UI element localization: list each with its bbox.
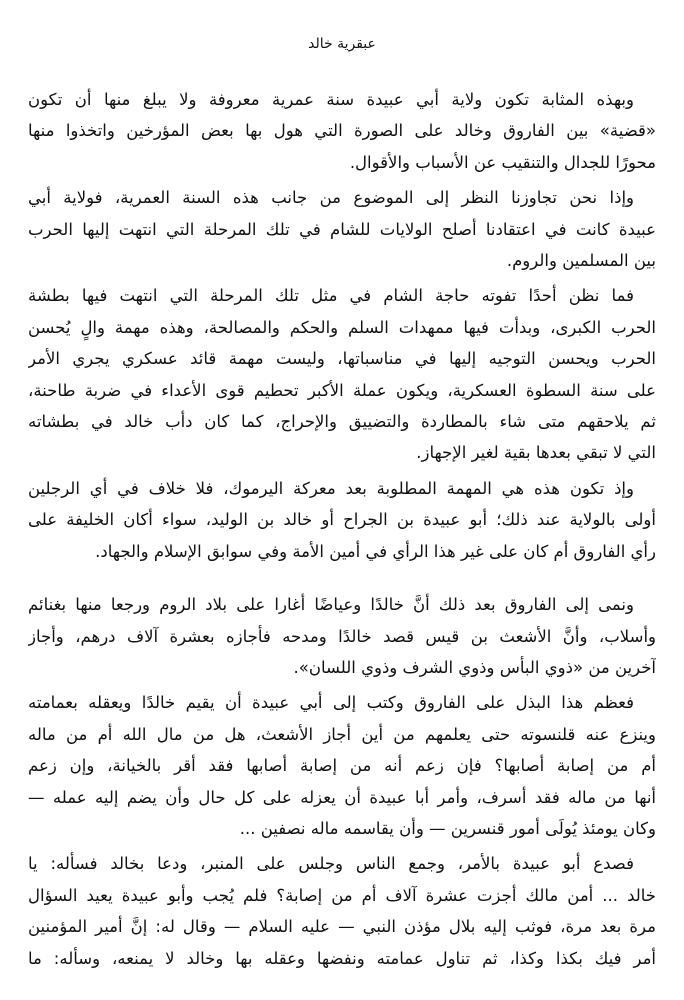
text-line: «قضية» بين الفاروق وخالد على الصورة التي هول بها بعض المؤرخين واتخذوا منها <box>28 121 656 141</box>
text-line: على سنة السطوة العسكرية، ويكون عملة الأكبر تحطيم قوى الأعداء في ضربة طاحنة، <box>28 380 656 400</box>
text-line: ثم يلاحقهم متى شاء بالمطاردة والتضييق والإحراج، كما كان دأب خالد في بطشاته <box>28 412 656 432</box>
text-line: رأي الفاروق أم كان على غير هذا الرأي في أمين الأمة وفي سوابق الإسلام والجهاد. <box>95 541 656 561</box>
text-line: وينزع عنه قلنسوته حتى يعلمهم من أين أجاز الأشعث، هل من مال الله أم من ماله <box>28 724 656 744</box>
paragraph <box>28 687 656 844</box>
text-line: وأسلاب، وأنَّ الأشعث بن قيس قصد خالدًا ومدحه فأجازه بعشرة آلاف درهم، وأجاز <box>28 626 656 646</box>
paragraph <box>28 473 656 567</box>
text-line: خالد ... أمن مالك أجزت عشرة آلاف أم من إصابة؟ فلم يُجب وأبو عبيدة يعيد السؤال <box>28 885 656 905</box>
text-line: الحرب ويحسن التوجيه إليها في مناسباتها، وليست مهمة قائد عسكري يجري الأمر <box>28 349 656 369</box>
text-line: أنها من ماله فقد أسرف، وأمر أبا عبيدة أن يعزله على كل حال وأن يضم إليه عمله — <box>28 787 656 807</box>
text-line: وبهذه المثابة تكون ولاية أبي عبيدة سنة عمرية معروفة ولا يبلغ منها أن تكون <box>28 90 634 109</box>
text-line: ونمى إلى الفاروق بعد ذلك أنَّ خالدًا وعياضًا أغارا على بلاد الروم ورجعا منها بغنائم <box>28 595 634 615</box>
paragraph <box>28 280 656 468</box>
text-line: بين المسلمين والروم. <box>506 251 656 271</box>
text-line: الحرب الكبرى، وبدأت فيها ممهدات السلم والحكم والمصالحة، وهذه مهمة والٍ يُحسن <box>28 317 656 337</box>
paragraph <box>28 848 656 974</box>
text-line: أولى بالولاية عند ذلك؛ أبو عبيدة بن الجراح أو خالد بن الوليد، سواء أكان الخليفة على <box>28 510 656 530</box>
text-line: أمر فيك بكذا وكذا، ثم تناول عمامته ونفضها وعقله بها وخالد لا يمنعه، وسأله: ما <box>28 948 656 968</box>
text-line: فما نظن أحدًا تفوته حاجة الشام في مثل تلك المرحلة التي انتهت فيها بطشة <box>28 286 634 306</box>
paragraph <box>28 589 656 683</box>
text-line: وكان يومئذ يُولَى أمور قنسرين — وأن يقاسمه ماله نصفين ... <box>239 818 656 838</box>
running-header: عبقرية خالد <box>308 36 376 52</box>
text-line: محورًا للجدال والتنقيب عن الأسباب والأقوال. <box>349 152 656 172</box>
body-text <box>28 84 656 974</box>
text-line: عبيدة كانت في اعتقادنا أصلح الولايات للشام في تلك المرحلة التي انتهت إليها الحرب <box>28 219 656 239</box>
text-line: وإذ تكون هذه هي المهمة المطلوبة بعد معركة اليرموك، فلا خلاف في أي الرجلين <box>28 478 634 498</box>
text-line: آخرين من «ذوي البأس وذوي الشرف وذوي اللسان». <box>293 657 656 677</box>
text-line: فعظم هذا البذل على الفاروق وكتب إلى أبي عبيدة أن يقيم خالدًا ويعقله بعمامته <box>28 693 634 713</box>
paragraph <box>28 182 656 276</box>
text-line: وإذا نحن تجاوزنا النظر إلى الموضوع من جانب هذه السنة العمرية، فولاية أبي <box>28 188 634 208</box>
text-line: مرة بعد مرة، فوثب إليه بلال مؤذن النبي — عليه السلام — وقال له: إنَّ أمير المؤمنين <box>28 917 656 937</box>
paragraph <box>28 84 656 178</box>
text-line: أم من إصابة أصابها؟ فإن زعم أنه من إصابة أصابها فقد أقر بالخيانة، وإن زعم <box>28 756 656 776</box>
text-line: التي لا تبقي بعدها بقية لغير الإجهاز. <box>416 443 656 463</box>
text-line: فصدع أبو عبيدة بالأمر، وجمع الناس وجلس على المنبر، ودعا بخالد فسأله: يا <box>28 854 634 874</box>
